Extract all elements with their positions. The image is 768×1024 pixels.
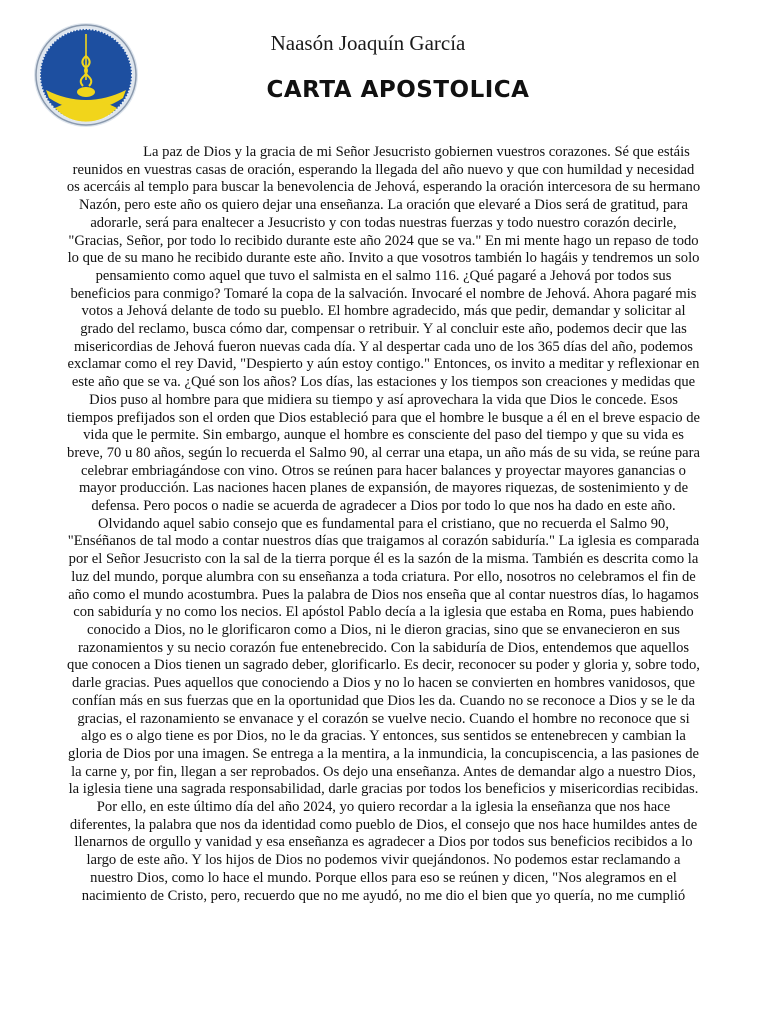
document-title: CARTA APOSTOLICA	[266, 77, 530, 103]
church-seal-icon	[33, 22, 139, 128]
letter-body: La paz de Dios y la gracia de mi Señor Jesucristo gobiernen vuestros corazones. Sé que estáis reunidos en vuestras casas de oración, esperando la llegada del año nuevo y que con humildad y necesidad os acercáis al templo para buscar la benevolencia de Jehová, esperando la oración intercesora de su hermano Nazón, pero este año os quiero dejar una enseñanza. La oración que elevaré a Dios será de gratitud, para adorarle, será para enaltecer a Jesucristo y con todas nuestras fuerzas y todo nuestro corazón decirle, "Gracias, Señor, por todo lo recibido durante este año 2024 que se va." En mi mente hago un repaso de todo lo que de su mano he recibido durante este año. Invito a que vosotros también lo hagáis y tendremos un solo pensamiento como aquel que tuvo el salmista en el salmo 116. ¿Qué pagaré a Jehová por todos sus beneficios para conmigo? Tomaré la copa de la salvación. Invocaré el nombre de Jehová. Ahora pagaré mis votos a Jehová delante de todo su pueblo. El hombre agradecido, más que pedir, demandar y solicitar al grado del reclamo, busca cómo dar, compensar o retribuir. Y al concluir este año, podemos decir que las misericordias de Jehová fueron nuevas cada día. Y al despertar cada uno de los 365 días del año, podemos exclamar como el rey David, "Despierto y aún estoy contigo." Entonces, os invito a meditar y reflexionar en este año que se va. ¿Qué son los años? Los días, las estaciones y los tiempos son creaciones y medidas que Dios puso al hombre para que midiera su tiempo y así aprovechara la vida que Dios le concede. Esos tiempos prefijados son el orden que Dios estableció para que el hombre le busque a él en el breve espacio de vida que le permite. Sin embargo, aunque el hombre es consciente del paso del tiempo y que su vida es breve, 70 u 80 años, según lo recuerda el Salmo 90, al cerrar una etapa, un año más de su vida, se reúne para celebrar embriagándose con vino. Otros se reúnen para hacer balances y proyectar mayores ganancias o mayor producción. Las naciones hacen planes de expansión, de mayores riquezas, de sostenimiento y de defensa. Pero pocos o nadie se acuerda de agradecer a Dios por todo lo que nos ha dado en este año. Olvidando aquel sabio consejo que es fundamental para el cristiano, que no recuerda el Salmo 90, "Enséñanos de tal modo a contar nuestros días que traigamos al corazón sabiduría." La iglesia es comparada por el Señor Jesucristo con la sal de la tierra porque él es la sazón de la misma. También es descrita como la luz del mundo, porque alumbra con su enseñanza a toda criatura. Por ello, nosotros no celebramos el fin de año como el mundo acostumbra. Pues la palabra de Dios nos enseña que al contar nuestros días, lo hagamos con sabiduría y no como los necios. El apóstol Pablo decía a la iglesia que estaba en Roma, pues habiendo conocido a Dios, no le glorificaron como a Dios, ni le dieron gracias, sino que se envanecieron en sus razonamientos y su necio corazón fue entenebrecido. Con la sabiduría de Dios, entendemos que aquellos que conocen a Dios tienen un sagrado deber, glorificarlo. Es decir, reconocer su poder y gloria y, sobre todo, darle gracias. Pues aquellos que conociendo a Dios y no lo hacen se convierten en hombres vanidosos, que confían más en sus fuerzas que en la oportunidad que Dios les da. Cuando no se reconoce a Dios y se le da gracias, el razonamiento se envanace y el corazón se vuelve necio. Cuando el hombre no reconoce que si algo es o algo tiene es por Dios, no le da gracias. Y entonces, sus sentidos se entenebrecen y cambian la gloria de Dios por una imagen. Se entrega a la mentira, a la inmundicia, la concupiscencia, a las pasiones de la carne y, por fin, llegan a ser reprobados. Os dejo una enseñanza. Antes de demandar algo a nuestro Dios, la iglesia tiene una sagrada responsabilidad, darle gracias por todos los beneficios y misericordias recibidas. Por ello, en este último día del año 2024, yo quiero recordar a la iglesia la enseñanza que nos hace diferentes, la palabra que nos da identidad como pueblo de Dios, el consejo que nos hace humildes antes de llenarnos de orgullo y vanidad y esa enseñanza es agradecer a Dios por todos sus beneficios recibidos a lo largo de este año. Y los hijos de Dios no podemos vivir quejándonos. No podemos estar reclamando a nuestro Dios, como lo hace el mundo. Porque ellos para eso se reúnen y dicen, "Nos alegramos en el nacimiento de Cristo, pero, recuerdo que no me ayudó, no me dio el bien que yo quería, no me cumplió	[66, 144, 701, 904]
author-name: Naasón Joaquín García	[270, 31, 466, 55]
